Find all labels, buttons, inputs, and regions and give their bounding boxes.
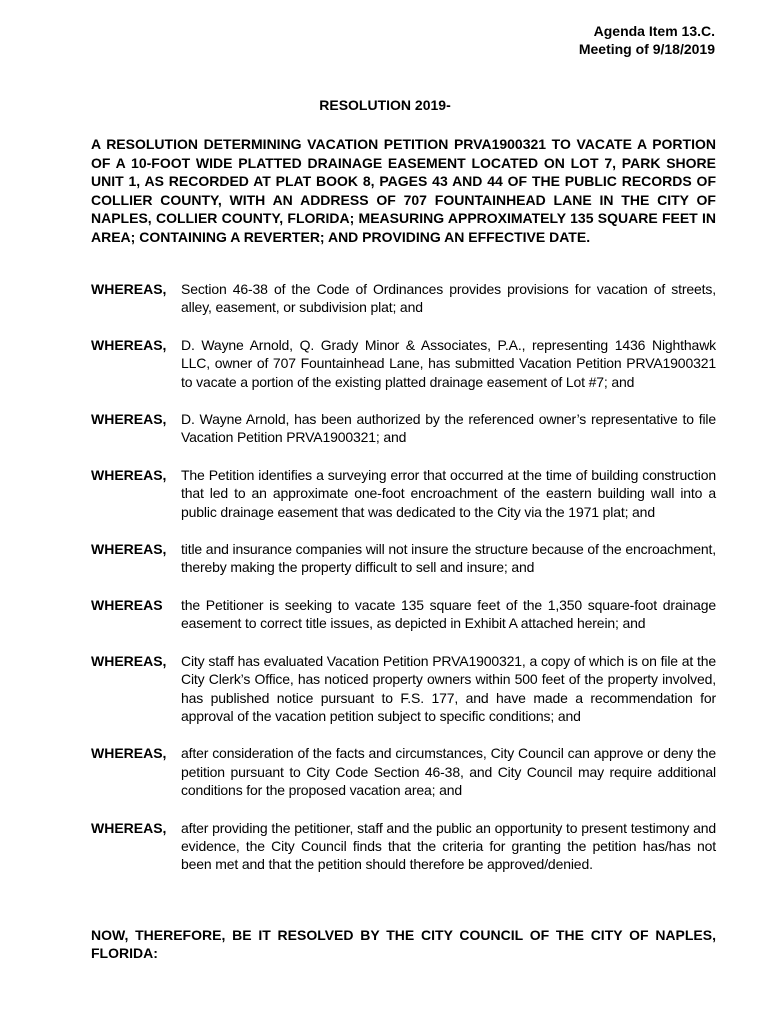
whereas-label: WHEREAS, [91, 411, 167, 428]
whereas-label: WHEREAS, [91, 466, 167, 483]
whereas-clause [91, 744, 716, 799]
whereas-clauses [91, 280, 716, 893]
meeting-date-label: Meeting of 9/18/2019 [578, 41, 715, 57]
whereas-text: Section 46-38 of the Code of Ordinances provides provisions for vacation of streets, alley, easement, or subdivision plat; and [181, 281, 716, 316]
whereas-label: WHEREAS [91, 596, 163, 613]
whereas-label: WHEREAS, [91, 745, 167, 762]
whereas-clause [91, 819, 716, 874]
whereas-label: WHEREAS, [91, 541, 167, 558]
whereas-text: the Petitioner is seeking to vacate 135 square feet of the 1,350 square-foot drainage easement to correct title issues, as depicted in Exhibit A attached herein; and [181, 596, 716, 632]
whereas-clause [91, 336, 716, 391]
agenda-header [579, 22, 715, 58]
whereas-clause [91, 540, 716, 577]
whereas-clause [91, 410, 716, 447]
resolved-clause: NOW, THEREFORE, BE IT RESOLVED BY THE CITY COUNCIL OF THE CITY OF NAPLES, FLORIDA: [91, 927, 716, 962]
resolution-title: A RESOLUTION DETERMINING VACATION PETITION PRVA1900321 TO VACATE A PORTION OF A 10-FOOT WIDE PLATTED DRAINAGE EASEMENT LOCATED ON LOT 7, PARK SHORE UNIT 1, AS RECORDED AT PLAT BOOK 8, PAGES 43 AND 44 OF THE PUBLIC RECORDS OF COLLIER COUNTY, WITH AN ADDRESS OF 707 FOUNTAINHEAD LANE IN THE CITY OF NAPLES, COLLIER COUNTY, FLORIDA; MEASURING APPROXIMATELY 135 SQUARE FEET IN AREA; CONTAINING A REVERTER; AND PROVIDING AN EFFECTIVE DATE. [91, 136, 716, 245]
whereas-text: after providing the petitioner, staff and the public an opportunity to present testimony and evidence, the City Council finds that the criteria for granting the petition has/has not been met and that the petition should therefore be approved/denied. [181, 819, 716, 873]
whereas-label: WHEREAS, [91, 281, 167, 297]
agenda-item-label: Agenda Item 13.C. [593, 23, 715, 39]
whereas-label: WHEREAS, [91, 819, 167, 836]
whereas-clause [91, 596, 716, 633]
whereas-clause [91, 466, 716, 521]
whereas-text: City staff has evaluated Vacation Petition PRVA1900321, a copy of which is on file at the City Clerk’s Office, has noticed property owners within 500 feet of the property involved, has published notice pursuant to F.S. 177, and have made a recommendation for approval of the vacation petition subject to specific conditions; and [181, 652, 716, 724]
whereas-text: D. Wayne Arnold, has been authorized by the referenced owner’s representative to file Vacation Petition PRVA1900321; and [181, 411, 716, 446]
whereas-text: after consideration of the facts and circumstances, City Council can approve or deny the petition pursuant to City Code Section 46-38, and City Council may require additional conditions for the proposed vacation area; and [181, 745, 716, 799]
whereas-label: WHEREAS, [91, 652, 167, 669]
whereas-text: D. Wayne Arnold, Q. Grady Minor & Associates, P.A., representing 1436 Nighthawk LLC, owner of 707 Fountainhead Lane, has submitted Vacation Petition PRVA1900321 to vacate a portion of the existing platted drainage easement of Lot #7; and [181, 336, 716, 390]
whereas-clause [91, 280, 716, 317]
whereas-text: title and insurance companies will not insure the structure because of the encroachment, thereby making the property difficult to sell and insure; and [181, 541, 716, 576]
resolution-number: RESOLUTION 2019- [319, 97, 451, 113]
whereas-label: WHEREAS, [91, 336, 167, 353]
whereas-clause [91, 652, 716, 726]
whereas-text: The Petition identifies a surveying error that occurred at the time of building construction that led to an approximate one-foot encroachment of the eastern building wall into a public drainage easement that was dedicated to the City via the 1971 plat; and [181, 466, 716, 520]
